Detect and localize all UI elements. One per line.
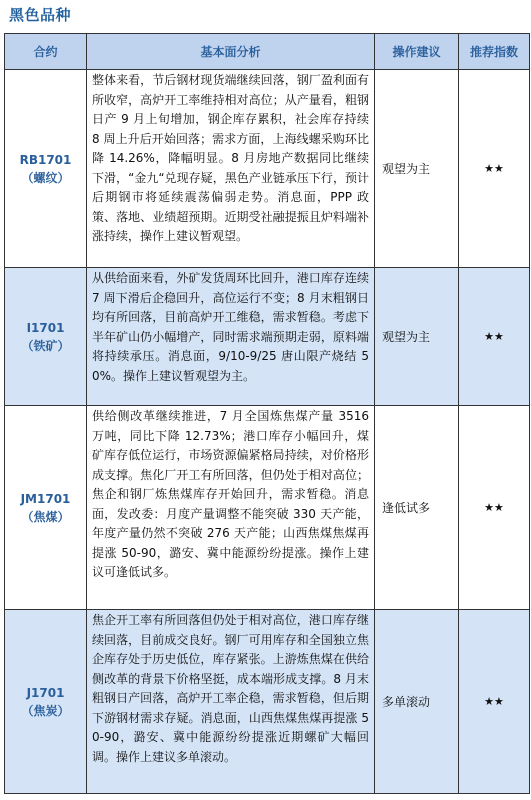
- contract-name: （焦煤）: [21, 509, 70, 524]
- rating-stars: ★★: [459, 406, 530, 610]
- advice-text: 多单滚动: [375, 610, 459, 794]
- contract-code: JM1701: [20, 491, 71, 506]
- contract-code: I1701: [26, 320, 65, 335]
- advice-text: 观望为主: [375, 268, 459, 406]
- analysis-text: 从供给面来看，外矿发货周环比回升，港口库存连续 7 周下滑后企稳回升，高位运行不变；8 月末粗钢日均有所回落，目前高炉开工维稳，需求暂稳。考虑下半年矿山仍小幅增产，同时需求端预期走弱，原料端将持续承压。消息面，9/10-9/25 唐山限产烧结 50%。操作上建议暂观望为主。: [87, 268, 375, 406]
- table-header-row: [5, 34, 530, 70]
- contract-name: （螺纹）: [21, 170, 70, 185]
- contract-cell: [5, 610, 87, 794]
- header-rating: 推荐指数: [459, 34, 530, 70]
- header-analysis: 基本面分析: [87, 34, 375, 70]
- table-row-rb1701: [5, 70, 530, 268]
- table-row-jm1701: [5, 406, 530, 610]
- futures-analysis-table: [4, 33, 530, 794]
- analysis-text: 焦企开工率有所回落但仍处于相对高位，港口库存继续回落，目前成交良好。钢厂可用库存和全国独立焦企库存处于历史低位，库存紧张。上游炼焦煤在供给侧改革的背景下价格坚挺，成本端形成支撑。8 月末粗钢日产回落，高炉开工率企稳，需求暂稳，但后期下游钢材需求存疑。消息面，山西焦煤焦煤再提涨 50-90，潞安、冀中能源纷纷提涨近期螺矿大幅回调。操作上建议多单滚动。: [87, 610, 375, 794]
- contract-name: （铁矿）: [21, 338, 70, 353]
- rating-stars: ★★: [459, 70, 530, 268]
- section-title: 黑色品种: [9, 6, 72, 24]
- table-row-i1701: [5, 268, 530, 406]
- table-row-j1701: [5, 610, 530, 794]
- contract-code: J1701: [26, 685, 65, 700]
- header-contract: 合约: [5, 34, 87, 70]
- advice-text: 观望为主: [375, 70, 459, 268]
- analysis-text: 供给侧改革继续推进，7 月全国炼焦煤产量 3516 万吨，同比下降 12.73%；港口库存小幅回升，煤矿库存低位运行，市场资源偏紧格局持续，对价格形成支撑。焦化厂开工有所回落，但仍处于相对高位；焦企和钢厂炼焦煤库存开始回升，需求暂稳。消息面，发改委：月度产量调整不能突破 330 天产能，年度产量仍然不突破 276 天产能；山西焦煤焦煤再提涨 50-90，潞安、冀中能源纷纷提涨。操作上建议可逢低试多。: [87, 406, 375, 610]
- contract-cell: [5, 268, 87, 406]
- contract-code: RB1701: [19, 152, 72, 167]
- contract-name: （焦炭）: [21, 703, 70, 718]
- rating-stars: ★★: [459, 610, 530, 794]
- contract-cell: [5, 406, 87, 610]
- advice-text: 逢低试多: [375, 406, 459, 610]
- analysis-text: 整体来看，节后钢材现货端继续回落，钢厂盈利面有所收窄，高炉开工率维持相对高位；从产量看，粗钢日产 9 月上旬增加，钢企库存累积，社会库存持续 8 周上升后开始回落；需求方面，上海线螺采购环比降 14.26%，降幅明显。8 月房地产数据同比继续下滑，“金九“兑现存疑，黑色产业链承压下行，预计后期钢市将延续震荡偏弱走势。消息面，PPP 政策、落地、业绩超预期。近期受社融提振且炉料端补涨持续，操作上建议暂观望。: [87, 70, 375, 268]
- header-advice: 操作建议: [375, 34, 459, 70]
- rating-stars: ★★: [459, 268, 530, 406]
- contract-cell: [5, 70, 87, 268]
